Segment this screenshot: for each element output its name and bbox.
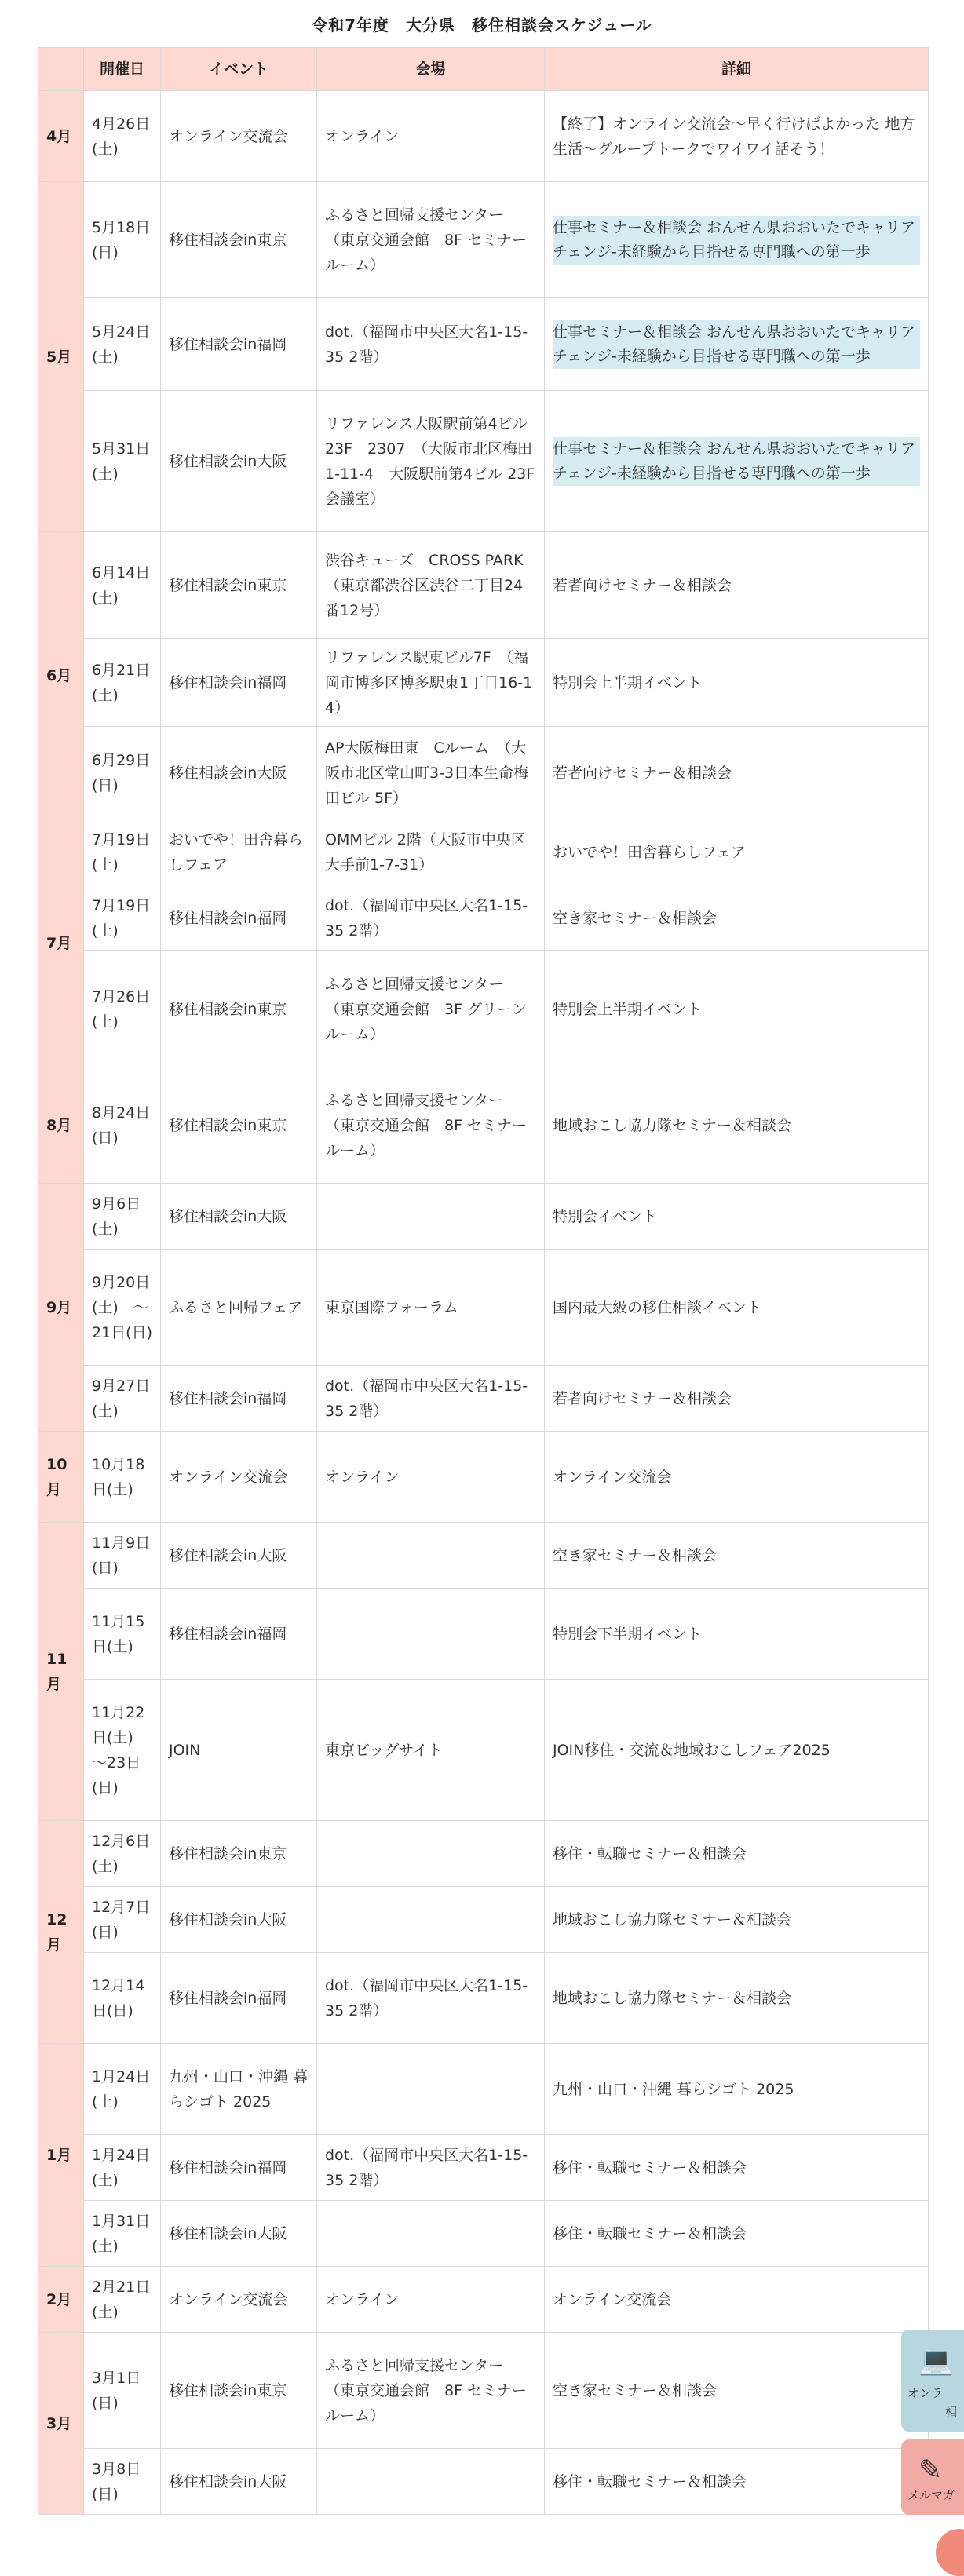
table-row xyxy=(38,2449,929,2515)
event-cell: 移住相談会in福岡 xyxy=(161,639,317,727)
table-row xyxy=(38,1184,929,1250)
detail-cell: 特別会上半期イベント xyxy=(545,951,929,1067)
detail-cell: JOIN移住・交流＆地域おこしフェア2025 xyxy=(545,1680,929,1821)
month-cell: 2月 xyxy=(38,2267,84,2333)
date-cell: 10月18日(土) xyxy=(84,1432,161,1523)
header-detail: 詳細 xyxy=(545,48,929,91)
venue-cell: dot.（福岡市中央区大名1-15-35 2階） xyxy=(317,1366,545,1432)
table-row xyxy=(38,1067,929,1184)
schedule-body xyxy=(38,91,929,2515)
table-row xyxy=(38,2044,929,2135)
venue-cell: dot.（福岡市中央区大名1-15-35 2階） xyxy=(317,1953,545,2044)
month-cell: 5月 xyxy=(38,182,84,532)
date-cell: 3月1日(日) xyxy=(84,2333,161,2449)
date-cell: 11月15日(土) xyxy=(84,1589,161,1680)
detail-cell: 若者向けセミナー＆相談会 xyxy=(545,727,929,819)
schedule-table xyxy=(38,47,929,2515)
venue-cell: 渋谷キューズ CROSS PARK （東京都渋谷区渋谷二丁目24番12号） xyxy=(317,532,545,639)
venue-cell: オンライン xyxy=(317,91,545,182)
date-cell: 7月19日(土) xyxy=(84,819,161,885)
detail-cell xyxy=(545,298,929,391)
table-row xyxy=(38,1821,929,1887)
detail-cell: 移住・転職セミナー＆相談会 xyxy=(545,1821,929,1887)
table-row xyxy=(38,391,929,532)
event-cell: 移住相談会in東京 xyxy=(161,182,317,298)
table-row xyxy=(38,2267,929,2333)
table-row xyxy=(38,1432,929,1523)
detail-cell: 特別会イベント xyxy=(545,1184,929,1250)
venue-cell: 東京ビッグサイト xyxy=(317,1680,545,1821)
table-row xyxy=(38,532,929,639)
date-cell: 6月21日(土) xyxy=(84,639,161,727)
date-cell: 11月22日(土) ～23日(日) xyxy=(84,1680,161,1821)
venue-cell: リファレンス駅東ビル7F （福岡市博多区博多駅東1丁目16-14） xyxy=(317,639,545,727)
table-row xyxy=(38,1953,929,2044)
month-cell: 9月 xyxy=(38,1184,84,1432)
table-row xyxy=(38,2333,929,2449)
venue-cell: dot.（福岡市中央区大名1-15-35 2階） xyxy=(317,2135,545,2201)
table-row xyxy=(38,1250,929,1366)
date-cell: 1月31日(土) xyxy=(84,2201,161,2267)
venue-cell: オンライン xyxy=(317,2267,545,2333)
table-header-row xyxy=(38,48,929,91)
detail-cell: 若者向けセミナー＆相談会 xyxy=(545,1366,929,1432)
venue-cell: 東京国際フォーラム xyxy=(317,1250,545,1366)
event-cell: 移住相談会in福岡 xyxy=(161,298,317,391)
date-cell: 5月31日(土) xyxy=(84,391,161,532)
pencil-icon: ✎ xyxy=(918,2454,943,2487)
newsletter-button[interactable] xyxy=(901,2439,964,2515)
online-consultation-button[interactable] xyxy=(901,2330,964,2432)
header-event: イベント xyxy=(161,48,317,91)
event-cell: オンライン交流会 xyxy=(161,1432,317,1523)
month-cell: 1月 xyxy=(38,2044,84,2267)
event-cell: 移住相談会in東京 xyxy=(161,1821,317,1887)
venue-cell xyxy=(317,2201,545,2267)
laptop-icon: 💻 xyxy=(918,2344,954,2377)
newsletter-button-label: メルマガ xyxy=(907,2488,955,2502)
table-row xyxy=(38,819,929,885)
date-cell: 2月21日(土) xyxy=(84,2267,161,2333)
venue-cell: dot.（福岡市中央区大名1-15-35 2階） xyxy=(317,885,545,951)
event-cell: 移住相談会in福岡 xyxy=(161,1589,317,1680)
detail-cell: 空き家セミナー＆相談会 xyxy=(545,2333,929,2449)
date-cell: 7月26日(土) xyxy=(84,951,161,1067)
date-cell: 7月19日(土) xyxy=(84,885,161,951)
event-cell: 移住相談会in福岡 xyxy=(161,885,317,951)
table-row xyxy=(38,2135,929,2201)
online-button-label: オンラ xyxy=(907,2386,944,2400)
date-cell: 12月14日(日) xyxy=(84,1953,161,2044)
event-cell: 移住相談会in東京 xyxy=(161,532,317,639)
date-cell: 9月6日(土) xyxy=(84,1184,161,1250)
venue-cell xyxy=(317,1523,545,1589)
detail-cell: 地域おこし協力隊セミナー＆相談会 xyxy=(545,1887,929,1953)
event-cell: 移住相談会in福岡 xyxy=(161,2135,317,2201)
date-cell: 5月18日(日) xyxy=(84,182,161,298)
detail-cell: 移住・転職セミナー＆相談会 xyxy=(545,2135,929,2201)
table-row xyxy=(38,1589,929,1680)
month-cell: 8月 xyxy=(38,1067,84,1184)
venue-cell: ふるさと回帰支援センター （東京交通会館 8F セミナールーム） xyxy=(317,2333,545,2449)
table-row xyxy=(38,1523,929,1589)
highlighted-detail: 仕事セミナー＆相談会 おんせん県おおいたでキャリアチェンジ-未経験から目指せる専門職への第一歩 xyxy=(553,216,920,265)
date-cell: 9月27日(土) xyxy=(84,1366,161,1432)
detail-cell: オンライン交流会 xyxy=(545,2267,929,2333)
date-cell: 6月14日(土) xyxy=(84,532,161,639)
event-cell: 移住相談会in大阪 xyxy=(161,1184,317,1250)
header-date: 開催日 xyxy=(84,48,161,91)
event-cell: 移住相談会in大阪 xyxy=(161,1887,317,1953)
venue-cell xyxy=(317,1887,545,1953)
date-cell: 12月6日(土) xyxy=(84,1821,161,1887)
online-button-label-2: 相 xyxy=(945,2405,958,2419)
venue-cell xyxy=(317,1589,545,1680)
venue-cell: ふるさと回帰支援センター （東京交通会館 8F セミナールーム） xyxy=(317,1067,545,1184)
month-cell: 11月 xyxy=(38,1523,84,1821)
venue-cell: OMMビル 2階（大阪市中央区大手前1-7-31） xyxy=(317,819,545,885)
event-cell: 移住相談会in大阪 xyxy=(161,727,317,819)
venue-cell: ふるさと回帰支援センター （東京交通会館 8F セミナールーム） xyxy=(317,182,545,298)
event-cell: おいでや！田舎暮らしフェア xyxy=(161,819,317,885)
detail-cell: 空き家セミナー＆相談会 xyxy=(545,885,929,951)
event-cell: ふるさと回帰フェア xyxy=(161,1250,317,1366)
detail-cell: 特別会上半期イベント xyxy=(545,639,929,727)
table-row xyxy=(38,1366,929,1432)
venue-cell xyxy=(317,1821,545,1887)
detail-cell xyxy=(545,182,929,298)
detail-cell: 国内最大級の移住相談イベント xyxy=(545,1250,929,1366)
event-cell: 九州・山口・沖縄 暮らシゴト 2025 xyxy=(161,2044,317,2135)
date-cell: 9月20日(土) ～21日(日) xyxy=(84,1250,161,1366)
page-top-button[interactable] xyxy=(936,2529,964,2576)
date-cell: 3月8日(日) xyxy=(84,2449,161,2515)
venue-cell: ふるさと回帰支援センター （東京交通会館 3F グリーンルーム） xyxy=(317,951,545,1067)
detail-cell: 地域おこし協力隊セミナー＆相談会 xyxy=(545,1953,929,2044)
venue-cell xyxy=(317,2044,545,2135)
month-cell: 3月 xyxy=(38,2333,84,2515)
table-row xyxy=(38,298,929,391)
month-cell: 6月 xyxy=(38,532,84,819)
table-row xyxy=(38,885,929,951)
event-cell: 移住相談会in東京 xyxy=(161,2333,317,2449)
month-cell: 4月 xyxy=(38,91,84,182)
event-cell: オンライン交流会 xyxy=(161,2267,317,2333)
detail-cell: 移住・転職セミナー＆相談会 xyxy=(545,2449,929,2515)
date-cell: 4月26日(土) xyxy=(84,91,161,182)
table-row xyxy=(38,2201,929,2267)
table-row xyxy=(38,182,929,298)
event-cell: 移住相談会in東京 xyxy=(161,1067,317,1184)
date-cell: 6月29日(日) xyxy=(84,727,161,819)
detail-cell: 移住・転職セミナー＆相談会 xyxy=(545,2201,929,2267)
highlighted-detail: 仕事セミナー＆相談会 おんせん県おおいたでキャリアチェンジ-未経験から目指せる専門職への第一歩 xyxy=(553,320,920,369)
detail-cell: 若者向けセミナー＆相談会 xyxy=(545,532,929,639)
date-cell: 11月9日(日) xyxy=(84,1523,161,1589)
date-cell: 12月7日(日) xyxy=(84,1887,161,1953)
month-cell: 12月 xyxy=(38,1821,84,2044)
month-cell: 10月 xyxy=(38,1432,84,1523)
event-cell: 移住相談会in東京 xyxy=(161,951,317,1067)
event-cell: JOIN xyxy=(161,1680,317,1821)
highlighted-detail: 仕事セミナー＆相談会 おんせん県おおいたでキャリアチェンジ-未経験から目指せる専門職への第一歩 xyxy=(553,437,920,486)
date-cell: 1月24日(土) xyxy=(84,2135,161,2201)
date-cell: 5月24日(土) xyxy=(84,298,161,391)
detail-cell: 地域おこし協力隊セミナー＆相談会 xyxy=(545,1067,929,1184)
month-cell: 7月 xyxy=(38,819,84,1067)
detail-cell xyxy=(545,391,929,532)
date-cell: 8月24日(日) xyxy=(84,1067,161,1184)
venue-cell: オンライン xyxy=(317,1432,545,1523)
venue-cell xyxy=(317,2449,545,2515)
header-venue: 会場 xyxy=(317,48,545,91)
page-title: 令和7年度 大分県 移住相談会スケジュール xyxy=(312,16,652,35)
table-row xyxy=(38,727,929,819)
venue-cell xyxy=(317,1184,545,1250)
header-month xyxy=(38,48,84,91)
venue-cell: リファレンス大阪駅前第4ビル23F 2307 （大阪市北区梅田1-11-4 大阪駅前第4ビル 23F会議室） xyxy=(317,391,545,532)
event-cell: オンライン交流会 xyxy=(161,91,317,182)
event-cell: 移住相談会in福岡 xyxy=(161,1366,317,1432)
date-cell: 1月24日(土) xyxy=(84,2044,161,2135)
detail-cell: 空き家セミナー＆相談会 xyxy=(545,1523,929,1589)
table-row xyxy=(38,1887,929,1953)
event-cell: 移住相談会in大阪 xyxy=(161,2201,317,2267)
venue-cell: dot.（福岡市中央区大名1-15-35 2階） xyxy=(317,298,545,391)
detail-cell: 特別会下半期イベント xyxy=(545,1589,929,1680)
table-row xyxy=(38,91,929,182)
event-cell: 移住相談会in大阪 xyxy=(161,1523,317,1589)
detail-cell: 九州・山口・沖縄 暮らシゴト 2025 xyxy=(545,2044,929,2135)
table-row xyxy=(38,639,929,727)
detail-cell: 【終了】オンライン交流会～早く行けばよかった 地方生活～グループトークでワイワイ話そう！ xyxy=(545,91,929,182)
event-cell: 移住相談会in大阪 xyxy=(161,391,317,532)
table-row xyxy=(38,1680,929,1821)
detail-cell: おいでや！田舎暮らしフェア xyxy=(545,819,929,885)
venue-cell: AP大阪梅田東 Cルーム （大阪市北区堂山町3-3日本生命梅田ビル 5F） xyxy=(317,727,545,819)
detail-cell: オンライン交流会 xyxy=(545,1432,929,1523)
event-cell: 移住相談会in福岡 xyxy=(161,1953,317,2044)
event-cell: 移住相談会in大阪 xyxy=(161,2449,317,2515)
table-row xyxy=(38,951,929,1067)
